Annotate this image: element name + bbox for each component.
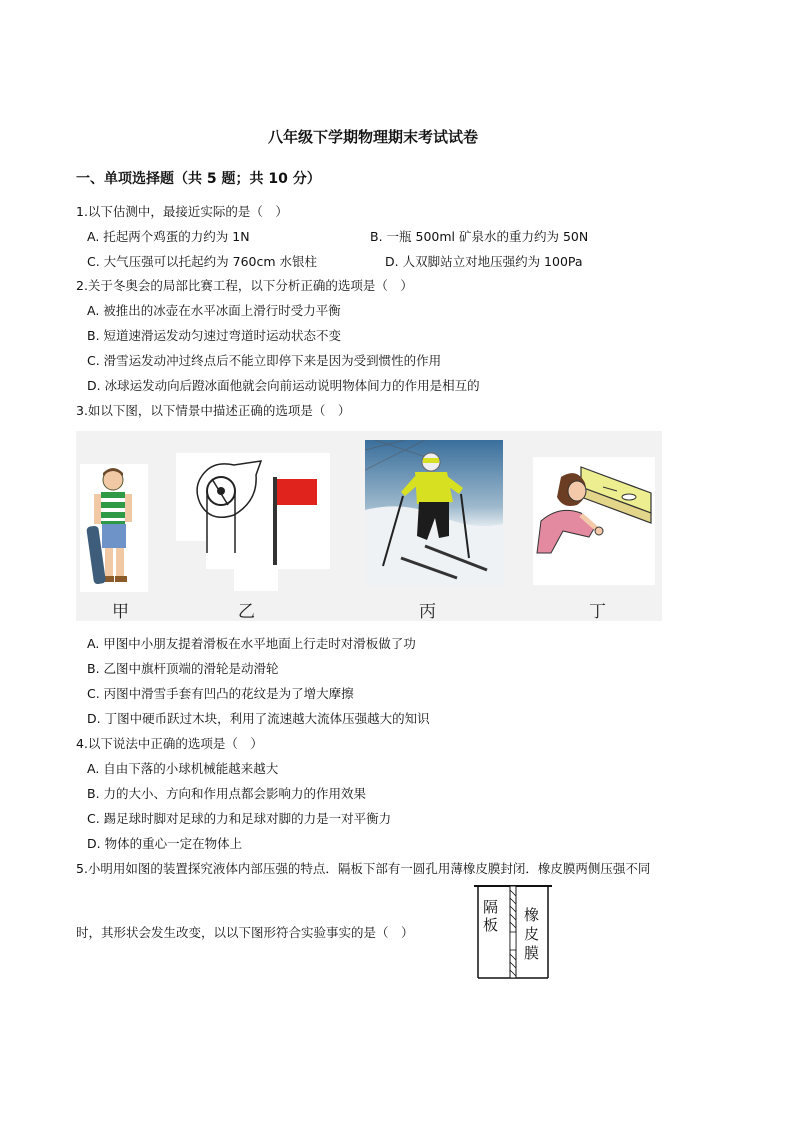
question-5-stem-line-2: 时，其形状会发生改变，以以下图形符合实验事实的是（ ）	[76, 925, 414, 940]
question-2-option-b: B. 短道速滑运发动匀速过弯道时运动状态不变	[87, 328, 342, 343]
question-2-option-a: A. 被推出的冰壶在水平冰面上滑行时受力平衡	[87, 303, 341, 318]
flagpole-pulley-image	[176, 453, 330, 569]
question-3-option-a: A. 甲图中小朋友提着滑板在水平地面上行走时对滑板做了功	[87, 636, 416, 651]
figure-blank-patch	[234, 565, 278, 591]
question-3-option-b: B. 乙图中旗杆顶端的滑轮是动滑轮	[87, 661, 279, 676]
coin-blowing-image	[533, 457, 655, 585]
question-4-option-b: B. 力的大小、方向和作用点都会影响力的作用效果	[87, 786, 367, 801]
question-4-option-a: A. 自由下落的小球机械能越来越大	[87, 761, 279, 776]
question-4-option-c: C. 踢足球时脚对足球的力和足球对脚的力是一对平衡力	[87, 811, 392, 826]
question-4-option-d: D. 物体的重心一定在物体上	[87, 836, 243, 851]
boy-with-skateboard-image	[80, 464, 148, 592]
question-1-option-c: C. 大气压强可以托起约为 760cm 水银柱	[87, 254, 318, 269]
page-title: 八年级下学期物理期末考试试卷	[268, 128, 479, 146]
section-heading: 一、单项选择题（共 5 题；共 10 分）	[76, 171, 321, 187]
question-2-option-c: C. 滑雪运发动冲过终点后不能立即停下来是因为受到惯性的作用	[87, 353, 442, 368]
question-1-option-d: D. 人双脚站立对地压强约为 100Pa	[385, 254, 583, 269]
partition-label: 隔板	[483, 898, 499, 934]
question-5-stem-line-1: 5.小明用如图的装置探究液体内部压强的特点．隔板下部有一圆孔用薄橡皮膜封闭．橡皮膜两侧压强不同	[76, 861, 651, 876]
skier-photo	[365, 440, 503, 587]
question-4-stem: 4.以下说法中正确的选项是（ ）	[76, 736, 263, 751]
question-3-stem: 3.如以下图，以下情景中描述正确的选项是（ ）	[76, 403, 351, 418]
membrane-label: 橡皮膜	[524, 906, 540, 962]
question-1-option-b: B. 一瓶 500ml 矿泉水的重力约为 50N	[370, 229, 589, 244]
question-3-option-c: C. 丙图中滑雪手套有凹凸的花纹是为了增大摩擦	[87, 686, 354, 701]
question-2-option-d: D. 冰球运发动向后蹬冰面他就会向前运动说明物体间力的作用是相互的	[87, 378, 480, 393]
pressure-container-diagram	[474, 884, 552, 980]
figure-caption-ding: 丁	[589, 602, 606, 622]
question-1-stem: 1.以下估测中，最接近实际的是（ ）	[76, 204, 288, 219]
question-2-stem: 2.关于冬奥会的局部比赛工程，以下分析正确的选项是（ ）	[76, 278, 413, 293]
question-1-option-a: A. 托起两个鸡蛋的力约为 1N	[87, 229, 250, 244]
question-3-option-d: D. 丁图中硬币跃过木块，利用了流速越大流体压强越大的知识	[87, 711, 430, 726]
question-3-figure	[76, 431, 662, 621]
figure-caption-bing: 丙	[419, 602, 436, 622]
figure-caption-yi: 乙	[238, 602, 255, 622]
figure-caption-jia: 甲	[112, 602, 129, 622]
